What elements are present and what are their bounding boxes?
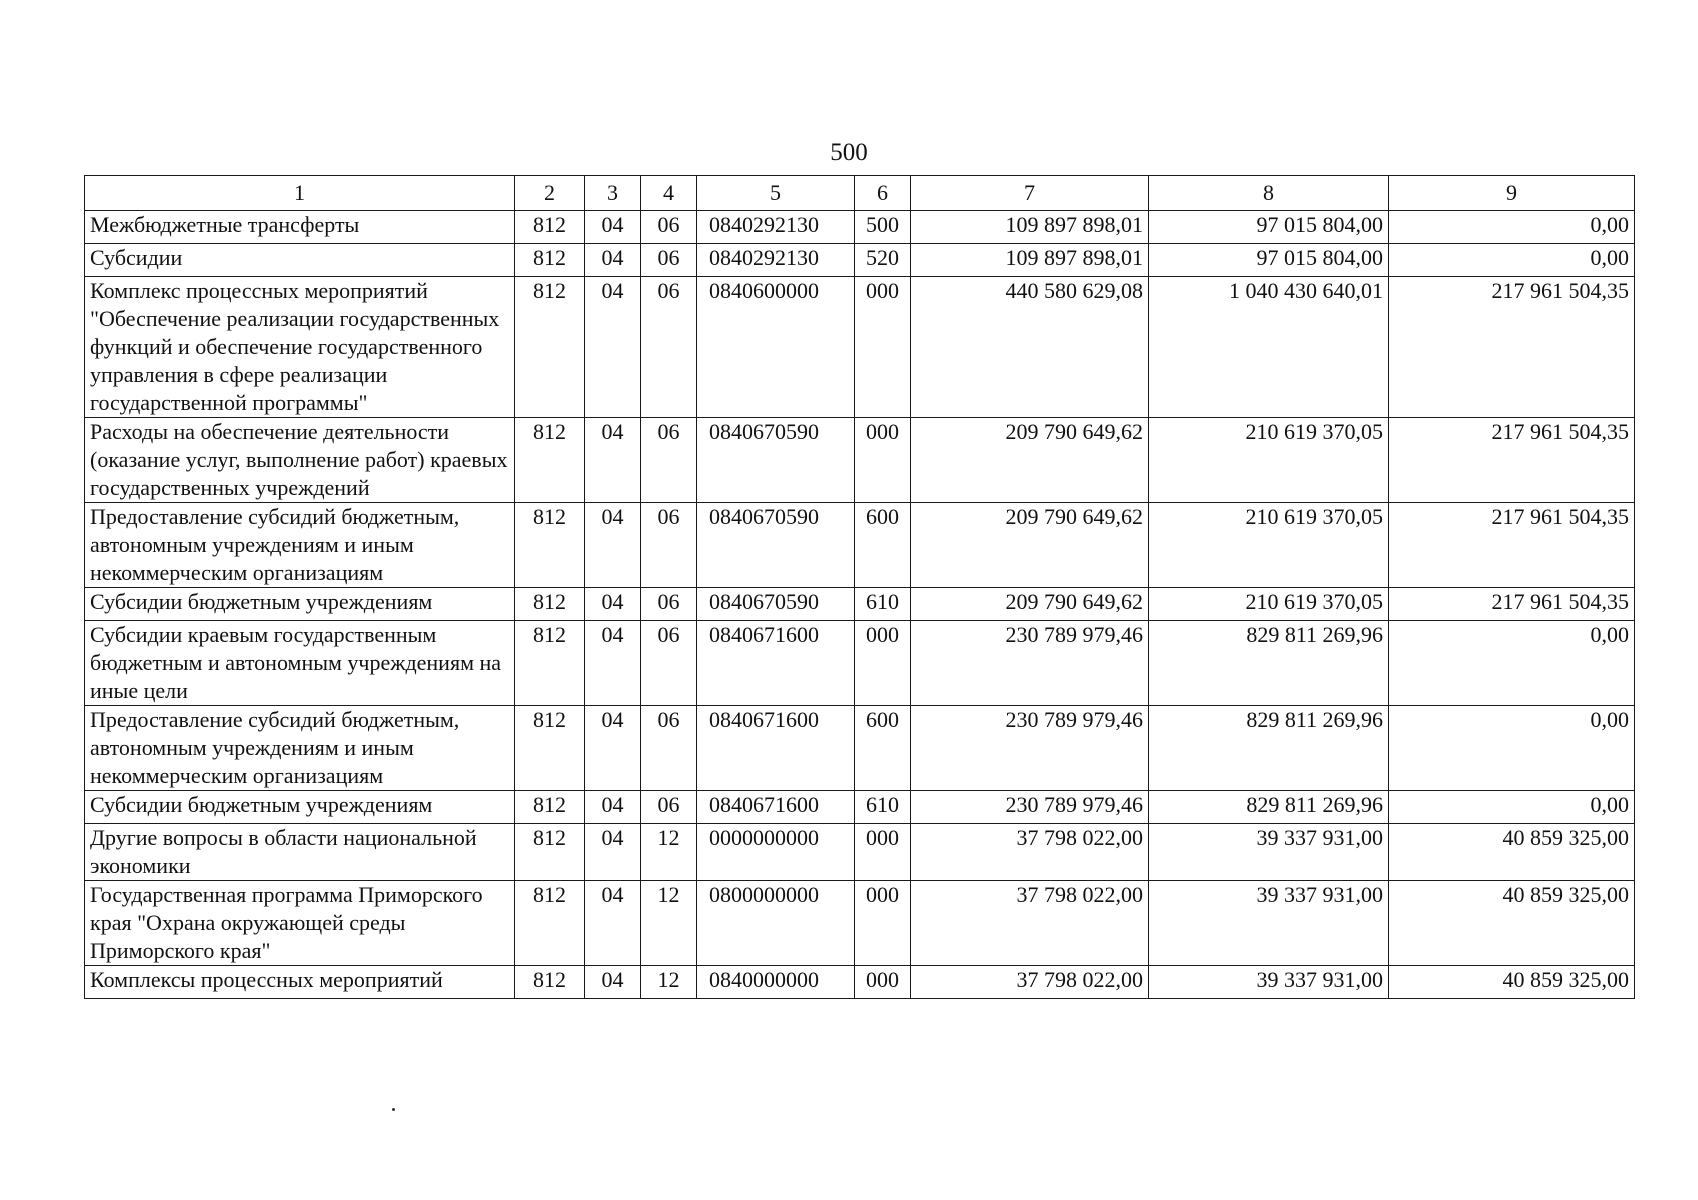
code-target: 0840000000 [697,966,855,999]
column-header: 1 [85,176,515,211]
code-ministry: 812 [515,881,585,966]
amount-col8: 39 337 931,00 [1149,824,1389,881]
code-ministry: 812 [515,244,585,277]
row-name: Комплексы процессных мероприятий [85,966,515,999]
row-name: Предоставление субсидий бюджетным, автономным учреждениям и иным некоммерческим организациям [85,706,515,791]
code-subsection: 12 [641,881,697,966]
code-section: 04 [585,881,641,966]
amount-col9: 0,00 [1389,211,1635,244]
code-target: 0840670590 [697,418,855,503]
code-subsection: 12 [641,824,697,881]
table-row [85,621,1635,706]
amount-col8: 97 015 804,00 [1149,211,1389,244]
code-section: 04 [585,824,641,881]
row-name: Другие вопросы в области национальной экономики [85,824,515,881]
row-name: Субсидии [85,244,515,277]
amount-col7: 230 789 979,46 [911,791,1149,824]
code-target: 0000000000 [697,824,855,881]
row-name: Субсидии краевым государственным бюджетным и автономным учреждениям на иные цели [85,621,515,706]
table-row [85,277,1635,418]
amount-col9: 40 859 325,00 [1389,881,1635,966]
scan-speck [392,1108,395,1111]
page-number: 500 [830,139,868,166]
code-ministry: 812 [515,791,585,824]
amount-col8: 829 811 269,96 [1149,706,1389,791]
code-target: 0840670590 [697,588,855,621]
table-row [85,791,1635,824]
column-header: 5 [697,176,855,211]
amount-col7: 230 789 979,46 [911,621,1149,706]
code-expense-type: 600 [855,503,911,588]
table-row [85,418,1635,503]
code-target: 0840292130 [697,211,855,244]
amount-col9: 217 961 504,35 [1389,503,1635,588]
code-subsection: 06 [641,621,697,706]
code-ministry: 812 [515,706,585,791]
code-subsection: 06 [641,418,697,503]
amount-col9: 40 859 325,00 [1389,966,1635,999]
code-expense-type: 000 [855,881,911,966]
code-section: 04 [585,588,641,621]
code-section: 04 [585,244,641,277]
table-row [85,244,1635,277]
budget-table [84,175,1635,999]
column-header: 2 [515,176,585,211]
amount-col9: 217 961 504,35 [1389,418,1635,503]
code-target: 0840671600 [697,791,855,824]
amount-col9: 217 961 504,35 [1389,588,1635,621]
table-row [85,881,1635,966]
code-target: 0800000000 [697,881,855,966]
row-name: Расходы на обеспечение деятельности (оказание услуг, выполнение работ) краевых государственных учреждений [85,418,515,503]
column-header: 9 [1389,176,1635,211]
code-expense-type: 600 [855,706,911,791]
row-name: Субсидии бюджетным учреждениям [85,791,515,824]
column-header: 6 [855,176,911,211]
code-subsection: 06 [641,211,697,244]
amount-col7: 109 897 898,01 [911,211,1149,244]
amount-col7: 440 580 629,08 [911,277,1149,418]
amount-col7: 37 798 022,00 [911,824,1149,881]
table-row [85,503,1635,588]
code-ministry: 812 [515,277,585,418]
code-section: 04 [585,418,641,503]
code-ministry: 812 [515,418,585,503]
code-subsection: 06 [641,244,697,277]
code-ministry: 812 [515,503,585,588]
code-expense-type: 610 [855,588,911,621]
amount-col9: 217 961 504,35 [1389,277,1635,418]
amount-col8: 39 337 931,00 [1149,966,1389,999]
amount-col8: 829 811 269,96 [1149,621,1389,706]
code-target: 0840670590 [697,503,855,588]
amount-col9: 0,00 [1389,244,1635,277]
amount-col9: 0,00 [1389,791,1635,824]
amount-col7: 109 897 898,01 [911,244,1149,277]
amount-col7: 209 790 649,62 [911,418,1149,503]
code-expense-type: 000 [855,418,911,503]
code-section: 04 [585,211,641,244]
code-expense-type: 000 [855,824,911,881]
amount-col8: 97 015 804,00 [1149,244,1389,277]
code-target: 0840292130 [697,244,855,277]
table-row [85,211,1635,244]
table-row [85,824,1635,881]
row-name: Государственная программа Приморского края "Охрана окружающей среды Приморского края" [85,881,515,966]
code-ministry: 812 [515,824,585,881]
table-row [85,706,1635,791]
code-expense-type: 500 [855,211,911,244]
row-name: Межбюджетные трансферты [85,211,515,244]
amount-col8: 39 337 931,00 [1149,881,1389,966]
code-subsection: 06 [641,791,697,824]
column-header: 7 [911,176,1149,211]
code-expense-type: 000 [855,966,911,999]
code-section: 04 [585,503,641,588]
amount-col8: 210 619 370,05 [1149,418,1389,503]
code-ministry: 812 [515,211,585,244]
code-subsection: 06 [641,588,697,621]
code-section: 04 [585,621,641,706]
code-section: 04 [585,966,641,999]
code-target: 0840600000 [697,277,855,418]
amount-col8: 210 619 370,05 [1149,503,1389,588]
row-name: Субсидии бюджетным учреждениям [85,588,515,621]
code-expense-type: 000 [855,277,911,418]
amount-col7: 37 798 022,00 [911,966,1149,999]
amount-col8: 829 811 269,96 [1149,791,1389,824]
column-header: 4 [641,176,697,211]
row-name: Комплекс процессных мероприятий "Обеспечение реализации государственных функций и обеспечение государственного управления в сфере реализации государственной программы" [85,277,515,418]
amount-col8: 210 619 370,05 [1149,588,1389,621]
column-header: 8 [1149,176,1389,211]
code-ministry: 812 [515,588,585,621]
code-expense-type: 520 [855,244,911,277]
code-target: 0840671600 [697,621,855,706]
code-subsection: 06 [641,503,697,588]
amount-col9: 40 859 325,00 [1389,824,1635,881]
table-row [85,966,1635,999]
code-ministry: 812 [515,621,585,706]
amount-col7: 230 789 979,46 [911,706,1149,791]
code-expense-type: 000 [855,621,911,706]
header-row [85,176,1635,211]
row-name: Предоставление субсидий бюджетным, автономным учреждениям и иным некоммерческим организациям [85,503,515,588]
amount-col7: 209 790 649,62 [911,588,1149,621]
code-ministry: 812 [515,966,585,999]
code-subsection: 06 [641,706,697,791]
amount-col7: 37 798 022,00 [911,881,1149,966]
amount-col9: 0,00 [1389,621,1635,706]
code-section: 04 [585,277,641,418]
table-row [85,588,1635,621]
amount-col7: 209 790 649,62 [911,503,1149,588]
code-section: 04 [585,791,641,824]
code-section: 04 [585,706,641,791]
column-header: 3 [585,176,641,211]
code-subsection: 06 [641,277,697,418]
amount-col8: 1 040 430 640,01 [1149,277,1389,418]
code-expense-type: 610 [855,791,911,824]
code-target: 0840671600 [697,706,855,791]
amount-col9: 0,00 [1389,706,1635,791]
code-subsection: 12 [641,966,697,999]
